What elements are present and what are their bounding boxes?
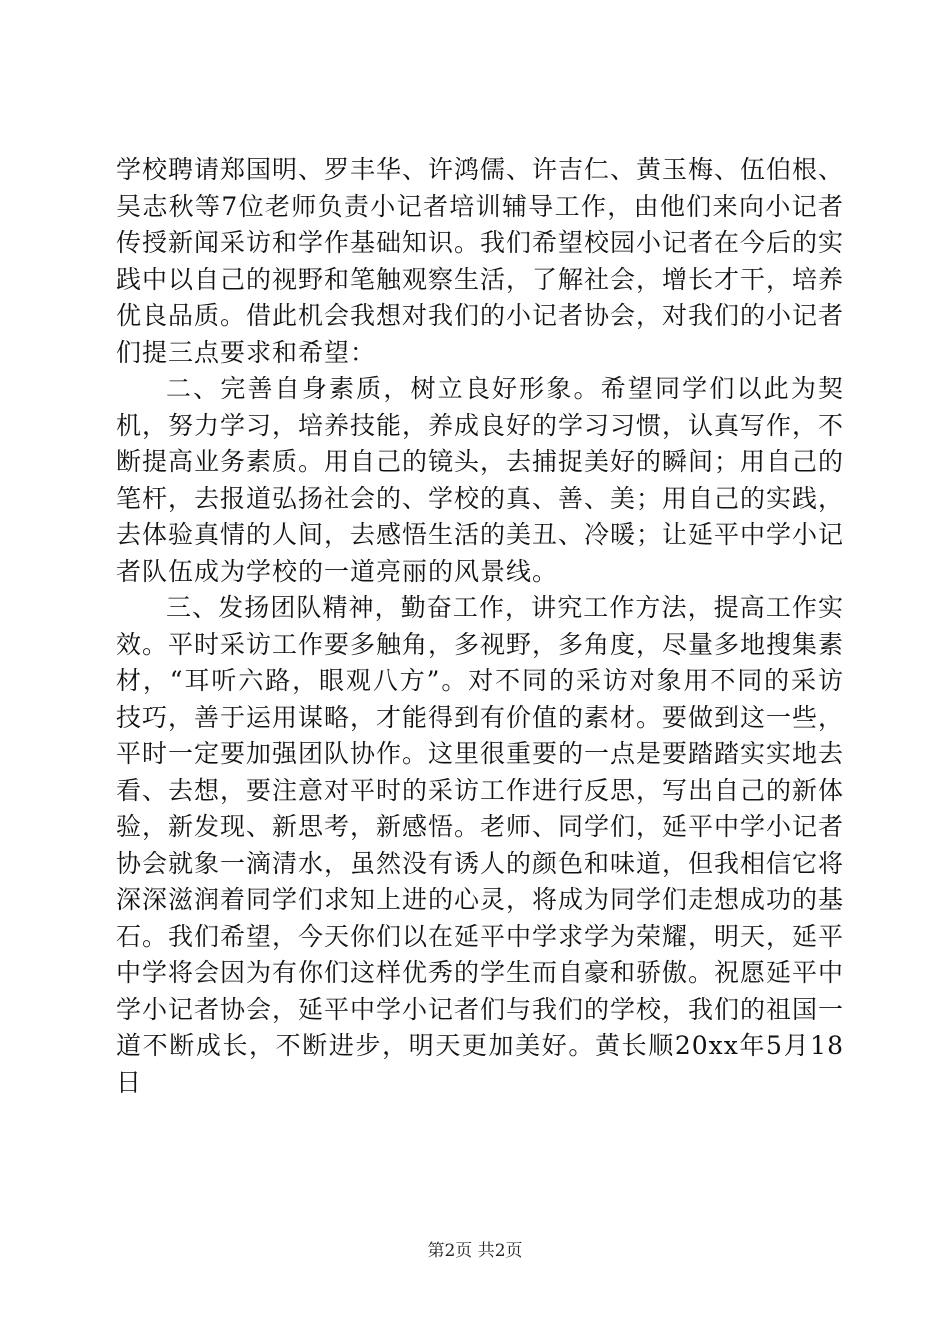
paragraph-point-three: 三、发扬团队精神，勤奋工作，讲究工作方法，提高工作实效。平时采访工作要多触角，多视野，多角度，尽量多地搜集素材，“耳听六路，眼观八方”。对不同的采访对象用不同的采访技巧，善于运用谋略，才能得到有价值的素材。要做到这一些，平时一定要加强团队协作。这里很重要的一点是要踏踏实实地去看、去想，要注意对平时的采访工作进行反思，写出自己的新体验，新发现、新思考，新感悟。老师、同学们，延平中学小记者协会就象一滴清水，虽然没有诱人的颜色和味道，但我相信它将深深滋润着同学们求知上进的心灵，将成为同学们走想成功的基石。我们希望，今天你们以在延平中学求学为荣耀，明天，延平中学将会因为有你们这样优秀的学生而自豪和骄傲。祝愿延平中学小记者协会，延平中学小记者们与我们的学校，我们的祖国一道不断成长，不断进步，明天更加美好。黄长顺20xx年5月18日 xyxy=(116,593,845,1097)
paragraph-intro: 学校聘请郑国明、罗丰华、许鸿儒、许吉仁、黄玉梅、伍伯根、吴志秋等7位老师负责小记者培训辅导工作，由他们来向小记者传授新闻采访和学作基础知识。我们希望校园小记者在今后的实践中以自己的视野和笔触观察生活，了解社会，增长才干，培养优良品质。借此机会我想对我们的小记者协会，对我们的小记者们提三点要求和希望： xyxy=(116,155,845,367)
document-body xyxy=(116,152,844,1101)
page-footer: 第2页 共2页 xyxy=(427,1241,523,1261)
paragraph-point-two: 二、完善自身素质，树立良好形象。希望同学们以此为契机，努力学习，培养技能，养成良好的学习习惯，认真写作，不断提高业务素质。用自己的镜头，去捕捉美好的瞬间；用自己的笔杆，去报道弘扬社会的、学校的真、善、美；用自己的实践，去体验真情的人间，去感悟生活的美丑、冷暖；让延平中学小记者队伍成为学校的一道亮丽的风景线。 xyxy=(116,374,845,586)
